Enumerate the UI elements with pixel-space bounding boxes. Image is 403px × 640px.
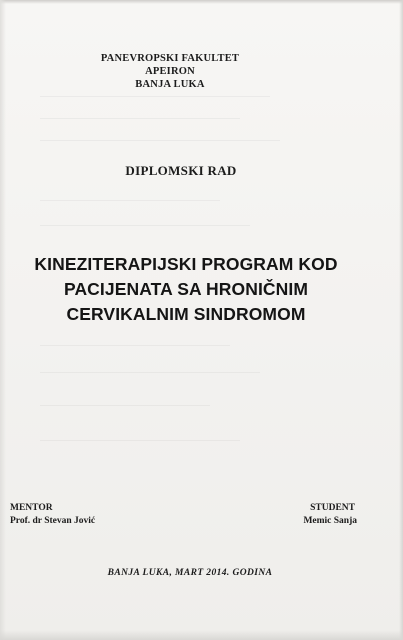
page-edge-shadow-top	[0, 0, 403, 4]
mentor-label: MENTOR	[10, 503, 53, 513]
show-through-line	[40, 345, 230, 346]
institution-name: PANEVROPSKI FAKULTET	[100, 53, 240, 64]
document-type: DIPLOMSKI RAD	[125, 163, 237, 178]
page-edge-shadow-right	[399, 0, 403, 640]
show-through-line	[40, 96, 270, 97]
student-label: STUDENT	[310, 503, 355, 513]
student-name: Memic Sanja	[303, 516, 357, 526]
show-through-line	[40, 372, 260, 373]
thesis-title-line-3: CERVIKALNIM SINDROMOM	[66, 304, 306, 324]
show-through-line	[40, 440, 240, 441]
thesis-title-line-1: KINEZITERAPIJSKI PROGRAM KOD	[34, 254, 338, 274]
show-through-line	[40, 225, 250, 226]
place-date-footer: BANJA LUKA, MART 2014. GODINA	[107, 568, 273, 578]
show-through-line	[40, 140, 280, 141]
thesis-title-line-2: PACIJENATA SA HRONIČNIM	[63, 279, 309, 299]
show-through-line	[40, 405, 210, 406]
institution-city: BANJA LUKA	[135, 79, 205, 90]
show-through-line	[40, 200, 220, 201]
show-through-line	[40, 118, 240, 119]
mentor-name: Prof. dr Stevan Jović	[10, 516, 96, 526]
page-edge-shadow-bottom	[0, 630, 403, 640]
institution-subname: APEIRON	[145, 66, 195, 77]
